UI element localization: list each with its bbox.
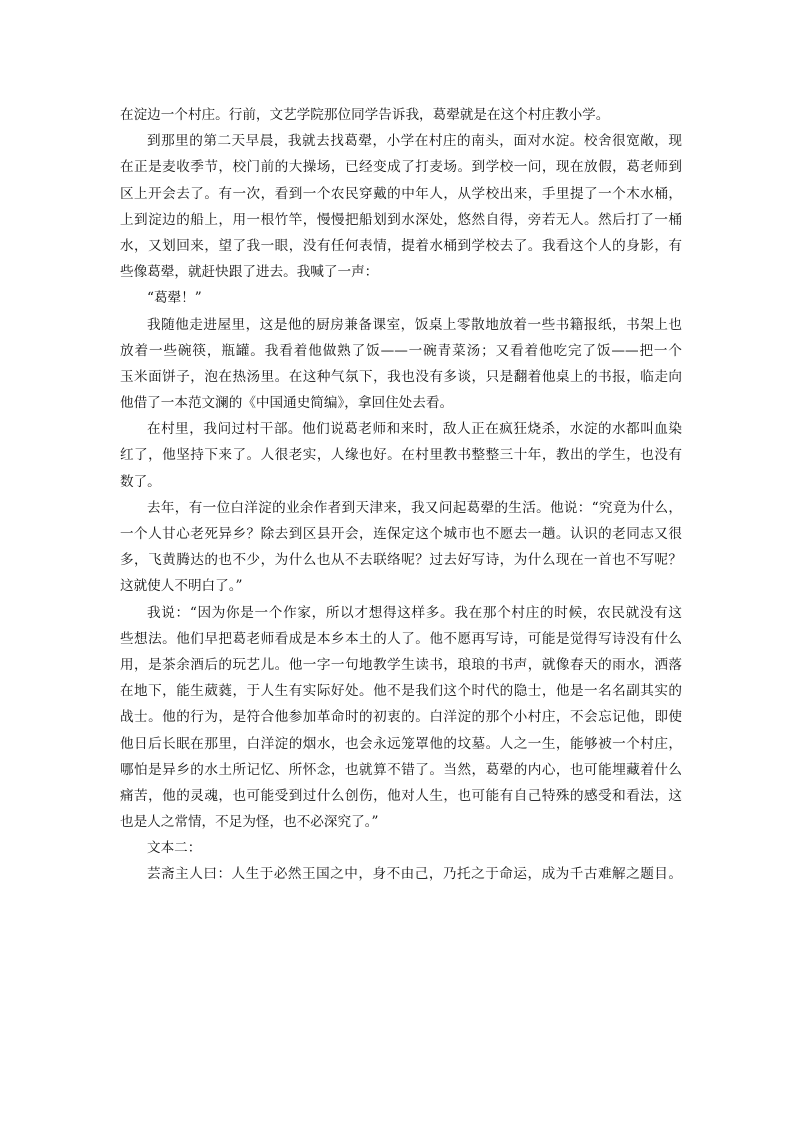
- text-line: 战士。他的行为，是符合他参加革命时的初衷的。白洋淀的那个小村庄，不会忘记他，即使: [120, 709, 682, 726]
- text-line: 放着一些碗筷，瓶罐。我看着他做熟了饭——一碗青菜汤；又看着他吃完了饭——把一个: [120, 342, 682, 359]
- text-line: 去年，有一位白洋淀的业余作者到天津来，我又问起葛翚的生活。他说：“究竟为什么，: [147, 499, 682, 516]
- text-line: 红了，他坚持下来了。人很老实，人缘也好。在村里教书整整三十年，教出的学生，也没有: [120, 447, 682, 464]
- document-page: [120, 102, 682, 888]
- text-line: 多，飞黄腾达的也不少，为什么也从不去联络呢？过去好写诗，为什么现在一首也不写呢？: [120, 552, 682, 569]
- text-line: 些想法。他们早把葛老师看成是本乡本土的人了。他不愿再写诗，可能是觉得写诗没有什么: [120, 630, 682, 647]
- text-line: 他日后长眠在那里，白洋淀的烟水，也会永远笼罩他的坟墓。人之一生，能够被一个村庄，: [120, 735, 682, 752]
- text-line: 上到淀边的船上，用一根竹竿，慢慢把船划到水深处，悠然自得，旁若无人。然后打了一桶: [120, 211, 682, 228]
- text-line: 数了。: [120, 473, 161, 490]
- text-line: 玉米面饼子，泡在热汤里。在这种气氛下，我也没有多谈，只是翻着他桌上的书报，临走向: [120, 368, 682, 385]
- text-line: 在村里，我问过村干部。他们说葛老师和来时，敌人正在疯狂烧杀，水淀的水都叫血染: [147, 421, 682, 438]
- text-line: 我说：“因为你是一个作家，所以才想得这样多。我在那个村庄的时候，农民就没有这: [147, 604, 682, 621]
- text-line: 哪怕是异乡的水土所记忆、所怀念，也就算不错了。当然，葛翚的内心，也可能埋藏着什么: [120, 761, 682, 778]
- text-line: 痛苦，他的灵魂，也可能受到过什么创伤，他对人生，也可能有自己特殊的感受和看法，这: [120, 787, 682, 804]
- text-line: 一个人甘心老死异乡？除去到区县开会，连保定这个城市也不愿去一趟。认识的老同志又很: [120, 526, 682, 542]
- text-line: 他借了一本范文澜的《中国通史简编》，拿回住处去看。: [120, 395, 454, 412]
- text-line: 到那里的第二天早晨，我就去找葛翚，小学在村庄的南头，面对水淀。校舍很宽敞，现: [147, 133, 682, 150]
- section-heading: 文本二：: [147, 840, 202, 857]
- text-line: 在地下，能生葳蕤，于人生有实际好处。他不是我们这个时代的隐士，他是一名名副其实的: [120, 683, 682, 700]
- text-line: 这就使人不明白了。”: [120, 578, 243, 595]
- text-line: 我随他走进屋里，这是他的厨房兼备课室，饭桌上零散地放着一些书籍报纸，书架上也: [147, 316, 682, 333]
- text-line: 些像葛翚，就赶快跟了进去。我喊了一声：: [120, 264, 379, 281]
- text-line: 水，又划回来，望了我一眼，没有任何表情，提着水桶到学校去了。我看这个人的身影，有: [120, 237, 682, 254]
- text-line: 区上开会去了。有一次，看到一个农民穿戴的中年人，从学校出来，手里提了一个木水桶，: [120, 185, 682, 202]
- text-line: 在淀边一个村庄。行前，文艺学院那位同学告诉我，葛翚就是在这个村庄教小学。: [120, 107, 610, 123]
- text-line: “葛翚！”: [147, 290, 202, 307]
- text-line: 在正是麦收季节，校门前的大操场，已经变成了打麦场。到学校一问，现在放假，葛老师到: [120, 159, 682, 176]
- text-line: 芸斋主人曰：人生于必然王国之中，身不由己，乃托之于命运，成为千古难解之题目。: [147, 866, 682, 883]
- text-line: 用，是茶余酒后的玩艺儿。他一字一句地教学生读书，琅琅的书声，就像春天的雨水，洒落: [120, 656, 682, 673]
- text-line: 也是人之常情，不足为怪，也不必深究了。”: [120, 814, 379, 831]
